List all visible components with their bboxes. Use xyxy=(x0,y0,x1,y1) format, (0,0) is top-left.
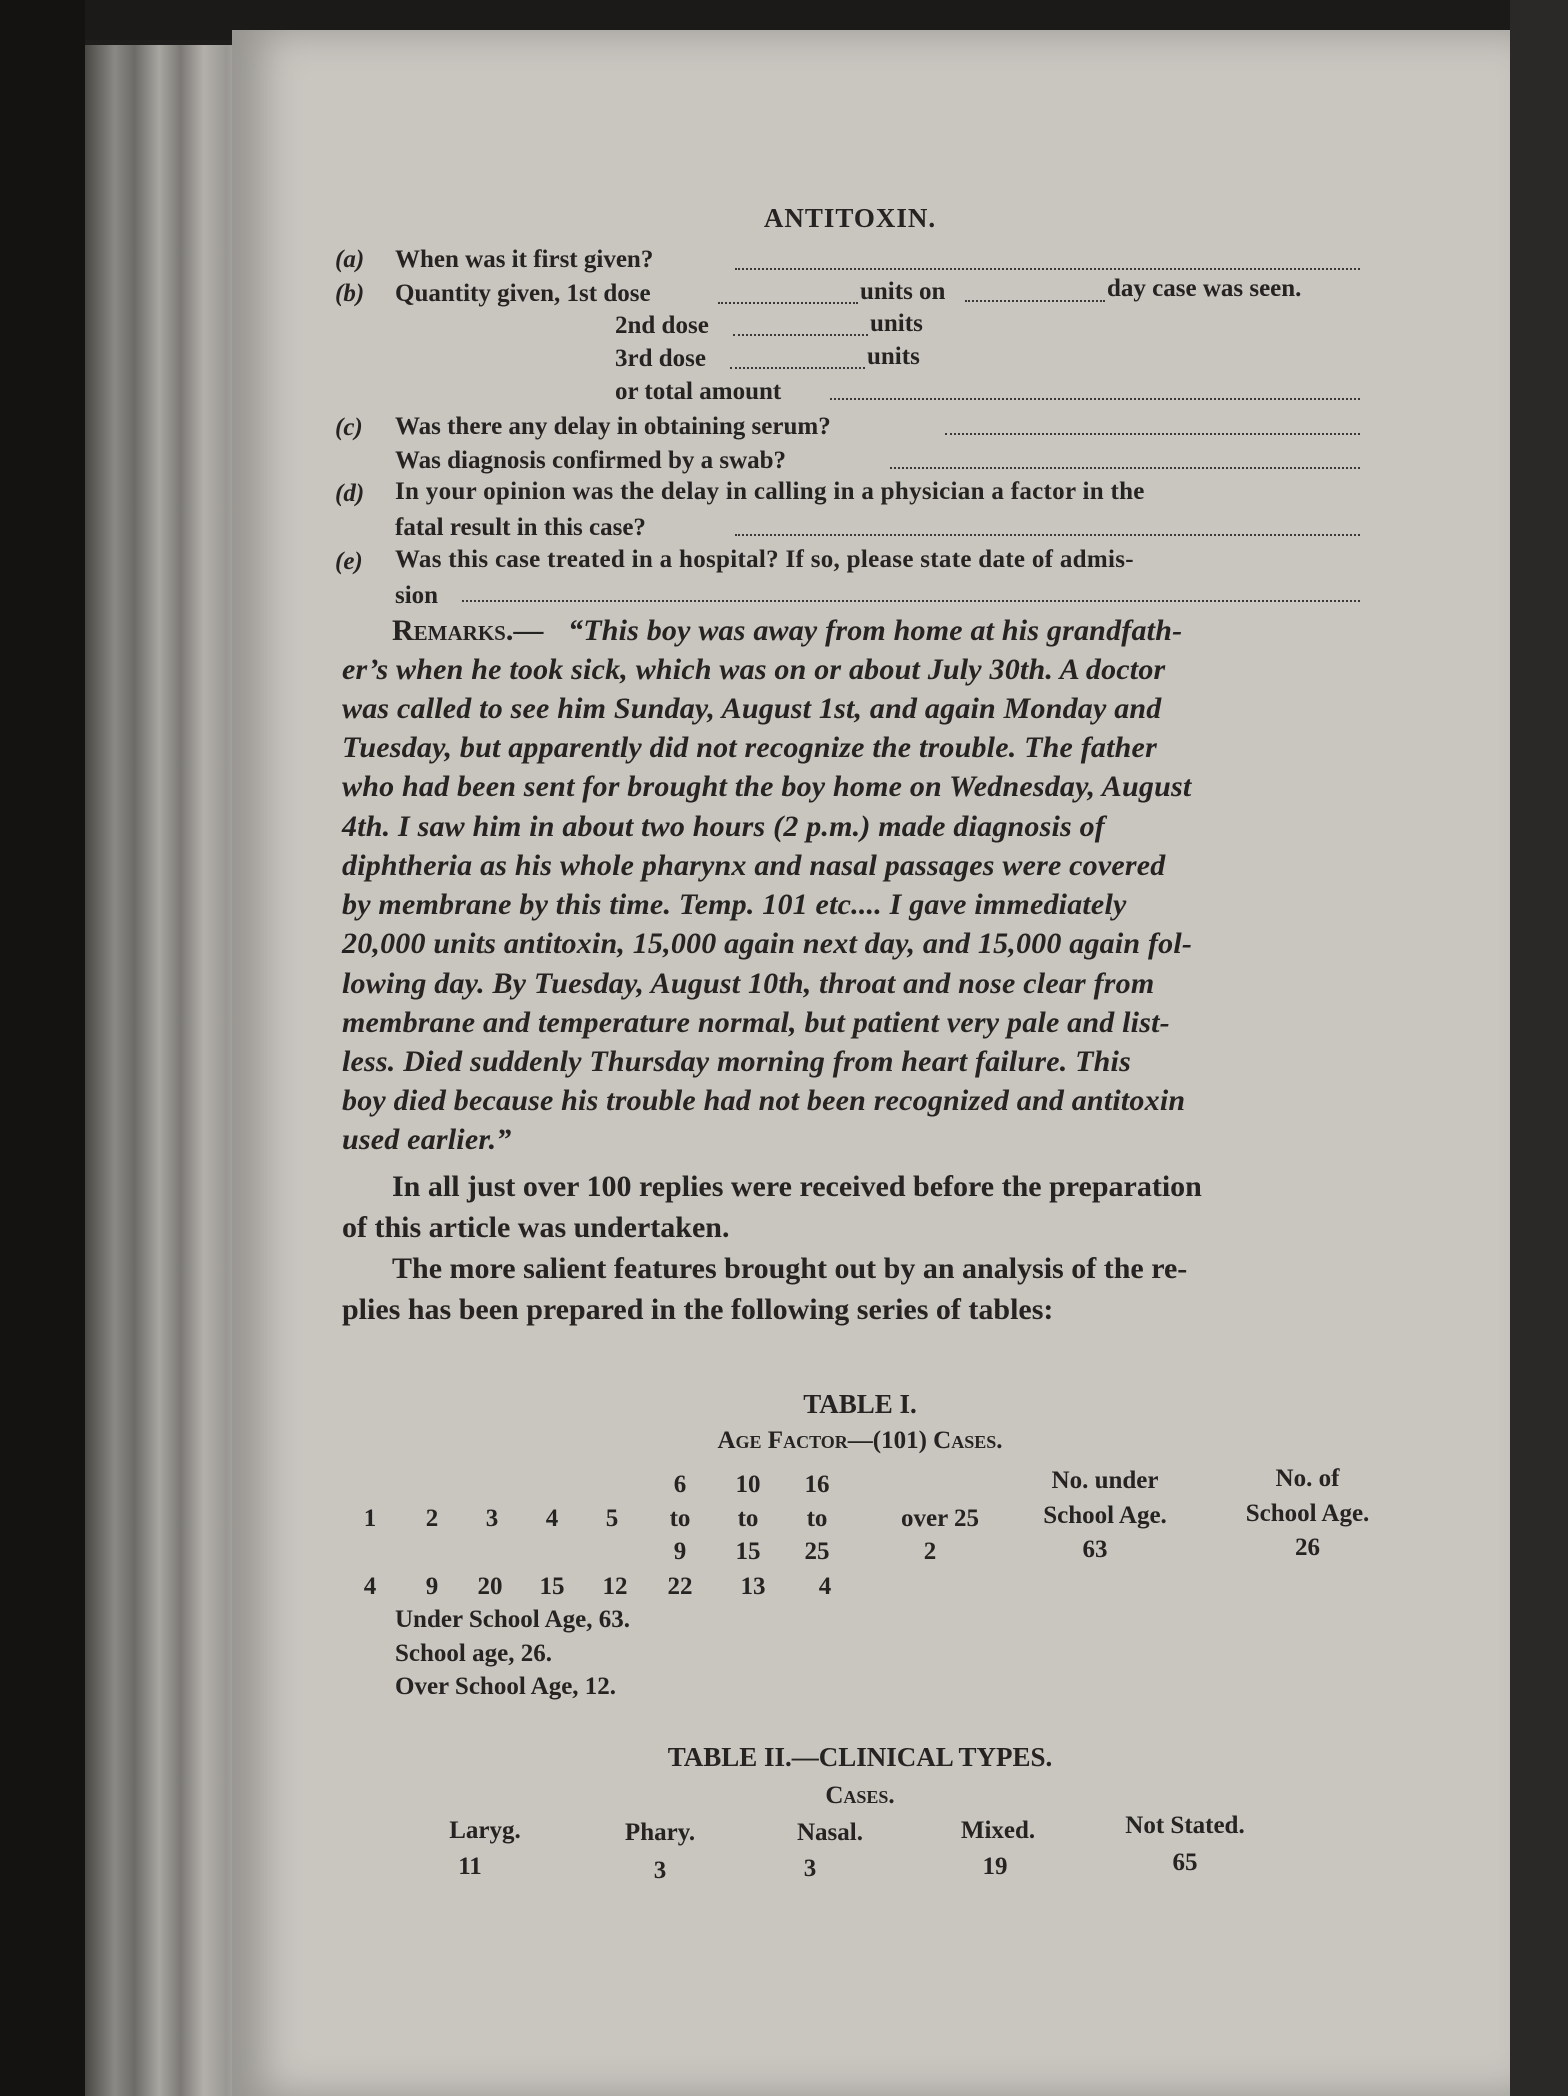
question-c-swab-blank xyxy=(890,467,1360,469)
table1-header: 1 xyxy=(363,1505,377,1532)
table1-header: 9 xyxy=(673,1538,687,1565)
question-b-total: or total amount xyxy=(615,378,782,405)
table1-header: over 25 xyxy=(901,1505,979,1532)
table2-value: 65 xyxy=(1172,1849,1198,1876)
table1-value: 13 xyxy=(740,1573,766,1600)
remarks-line: er’s when he took sick, which was on or about July 30th. A doctor xyxy=(342,653,1166,686)
remarks-label: Remarks.— xyxy=(392,614,544,647)
remarks-line: diphtheria as his whole pharynx and nasal passages were covered xyxy=(342,849,1166,882)
remarks-line: 4th. I saw him in about two hours (2 p.m.) made diagnosis of xyxy=(342,810,1105,843)
table1-header: to xyxy=(669,1505,691,1532)
table1-value: 9 xyxy=(425,1573,439,1600)
question-b-dose2-blank xyxy=(733,334,868,336)
question-b-dose1-blank xyxy=(718,302,858,304)
question-b-units-on: units on xyxy=(860,278,946,305)
question-d-blank xyxy=(735,534,1360,536)
table1-header: No. of xyxy=(1275,1465,1340,1492)
table1-header: 63 xyxy=(1082,1536,1108,1563)
question-b-day-blank xyxy=(965,300,1105,302)
question-a-blank xyxy=(735,268,1360,270)
table1-header: 16 xyxy=(804,1471,830,1498)
section-heading: ANTITOXIN. xyxy=(763,203,937,233)
table1-value: 22 xyxy=(667,1573,693,1600)
table1-header: 3 xyxy=(485,1505,499,1532)
question-b-dose3-units: units xyxy=(867,343,920,370)
table2-header: Not Stated. xyxy=(1125,1812,1245,1839)
question-b-day-seen: day case was seen. xyxy=(1107,275,1302,302)
question-c-label: (c) xyxy=(335,414,363,441)
table1-subtitle: Age Factor—(101) Cases. xyxy=(717,1427,1003,1454)
question-b-total-blank xyxy=(830,398,1360,400)
table2-title: TABLE II.—CLINICAL TYPES. xyxy=(667,1742,1053,1772)
remarks-line: Tuesday, but apparently did not recognize the trouble. The father xyxy=(342,731,1157,764)
table1-header: School Age. xyxy=(1043,1502,1167,1529)
table1-header: 5 xyxy=(605,1505,619,1532)
table2-value: 19 xyxy=(982,1853,1008,1880)
table1-value: 12 xyxy=(602,1573,628,1600)
table1-header: 4 xyxy=(545,1505,559,1532)
remarks-line: was called to see him Sunday, August 1st, and again Monday and xyxy=(342,692,1162,725)
question-e-text: Was this case treated in a hospital? If so, please state date of admis- xyxy=(395,546,1134,573)
question-e-blank xyxy=(462,600,1360,602)
remarks-line: 20,000 units antitoxin, 15,000 again next day, and 15,000 again fol- xyxy=(342,927,1193,960)
table2-value: 3 xyxy=(803,1855,817,1882)
paragraph-line: In all just over 100 replies were received before the preparation xyxy=(392,1170,1202,1203)
question-c-blank xyxy=(945,433,1360,435)
table1-summary-line: Under School Age, 63. xyxy=(395,1606,630,1633)
remarks-line: “This boy was away from home at his grandfath- xyxy=(568,614,1183,647)
table1-title: TABLE I. xyxy=(803,1389,917,1419)
table1-header: 10 xyxy=(735,1471,761,1498)
question-b-dose2-units: units xyxy=(870,310,923,337)
question-b-text: Quantity given, 1st dose xyxy=(395,280,651,307)
question-a-label: (a) xyxy=(335,246,365,273)
table2-value: 3 xyxy=(653,1857,667,1884)
paragraph-line: plies has been prepared in the following series of tables: xyxy=(342,1293,1054,1326)
table1-value: 20 xyxy=(477,1573,503,1600)
table1-header: 25 xyxy=(804,1538,830,1565)
question-e-label: (e) xyxy=(335,548,363,575)
table1-header: to xyxy=(737,1505,759,1532)
question-d-label: (d) xyxy=(335,480,365,507)
table1-header: 26 xyxy=(1295,1534,1320,1561)
question-c-text: Was there any delay in obtaining serum? xyxy=(395,413,831,440)
question-b-label: (b) xyxy=(335,280,365,307)
table1-header: School Age. xyxy=(1245,1500,1370,1527)
table1-value: 4 xyxy=(818,1573,832,1600)
remarks-line: by membrane by this time. Temp. 101 etc.... I gave immediately xyxy=(342,888,1127,921)
table1-header: No. under xyxy=(1051,1467,1159,1494)
remarks-line: boy died because his trouble had not been recognized and antitoxin xyxy=(342,1084,1186,1117)
table1-value: 4 xyxy=(363,1573,377,1600)
table2-header: Mixed. xyxy=(960,1817,1036,1844)
table2-header: Laryg. xyxy=(449,1817,521,1844)
book-background-right xyxy=(1510,0,1568,2096)
remarks-line: used earlier.” xyxy=(342,1123,512,1156)
question-d-text2: fatal result in this case? xyxy=(395,514,646,541)
remarks-line: who had been sent for brought the boy home on Wednesday, August xyxy=(342,770,1192,803)
table1-header: 15 xyxy=(735,1538,761,1565)
table1-summary-line: Over School Age, 12. xyxy=(395,1673,617,1700)
remarks-line: less. Died suddenly Thursday morning from heart failure. This xyxy=(342,1045,1131,1078)
question-d-text: In your opinion was the delay in calling in a physician a factor in the xyxy=(395,478,1145,505)
table1-summary-line: School age, 26. xyxy=(395,1640,552,1667)
table1-header: 2 xyxy=(923,1538,937,1565)
paragraph-line: of this article was undertaken. xyxy=(342,1211,730,1244)
paragraph-line: The more salient features brought out by an analysis of the re- xyxy=(392,1252,1188,1285)
question-b-dose3-blank xyxy=(730,367,865,369)
question-a-text: When was it first given? xyxy=(395,246,654,273)
table1-header: 2 xyxy=(425,1505,439,1532)
question-b-dose3: 3rd dose xyxy=(615,345,706,372)
remarks-line: lowing day. By Tuesday, August 10th, throat and nose clear from xyxy=(342,967,1155,1000)
question-c-text2: Was diagnosis confirmed by a swab? xyxy=(395,447,787,474)
table2-header: Nasal. xyxy=(797,1819,863,1846)
table2-value: 11 xyxy=(458,1853,482,1880)
book-background-left xyxy=(0,0,85,2096)
question-e-text2: sion xyxy=(395,582,439,609)
table1-header: 6 xyxy=(673,1471,687,1498)
table2-subtitle: Cases. xyxy=(825,1782,895,1809)
question-b-dose2: 2nd dose xyxy=(615,312,709,339)
table1-value: 15 xyxy=(539,1573,565,1600)
page-edges xyxy=(85,45,250,2096)
table1-header: to xyxy=(806,1505,828,1532)
remarks-line: membrane and temperature normal, but patient very pale and list- xyxy=(342,1006,1170,1039)
table2-header: Phary. xyxy=(624,1819,696,1846)
